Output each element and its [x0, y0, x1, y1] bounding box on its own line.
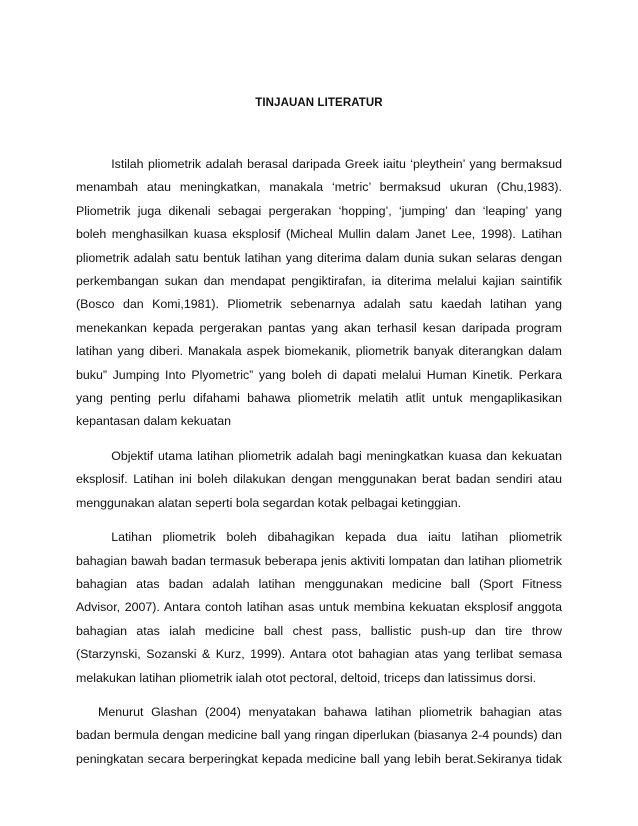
text-line: (Starzynski, Sozanski & Kurz, 1999). Antara otot bahagian atas yang terlibat semasa	[76, 647, 562, 662]
text-line: menambah atau meningkatkan, manakala ‘metric’ bermaksud ukuran (Chu,1983).	[76, 180, 562, 195]
text-line: buku” Jumping Into Plyometric” yang boleh di dapati melalui Human Kinetik. Perkara	[76, 367, 562, 382]
text-line: kepantasan dalam kekuatan	[76, 414, 231, 429]
text-line: latihan yang diberi. Manakala aspek biomekanik, pliometrik banyak diterangkan dalam	[76, 344, 562, 359]
text-line: perkembangan sukan dan mendapat pengiktirafan, ia diterima melalui kajian saintifik	[76, 274, 562, 289]
text-line: badan bermula dengan medicine ball yang ringan diperlukan (biasanya 2-4 pounds) dan	[76, 728, 562, 743]
paragraph-1	[76, 153, 562, 434]
text-line: menekankan kepada pergerakan pantas yang akan terhasil kesan daripada program	[76, 320, 562, 335]
text-line: Istilah pliometrik adalah berasal daripada Greek iaitu ‘pleythein’ yang bermaksud	[111, 157, 562, 171]
text-line: bahagian atas ialah medicine ball chest pass, ballistic push-up dan tire throw	[76, 623, 562, 638]
text-line: pliometrik adalah satu bentuk latihan yang diterima dalam dunia sukan selaras dengan	[76, 250, 562, 265]
text-line: peningkatan secara berperingkat kepada medicine ball yang lebih berat.Sekiranya tidak	[76, 751, 562, 766]
text-line: melakukan latihan pliometrik ialah otot pectoral, deltoid, triceps dan latissimus dorsi.	[76, 670, 537, 685]
document-body	[76, 153, 562, 771]
text-line: Advisor, 2007). Antara contoh latihan asas untuk membina kekuatan eksplosif anggota	[76, 600, 562, 615]
paragraph-gap	[76, 434, 562, 445]
text-line: (Bosco dan Komi,1981). Pliometrik sebenarnya adalah satu kaedah latihan yang	[76, 297, 562, 312]
text-line: bahagian atas badan adalah latihan menggunakan medicine ball (Sport Fitness	[76, 576, 562, 591]
paragraph-2	[76, 445, 562, 515]
text-line: Pliometrik juga dikenali sebagai pergerakan ‘hopping’, ‘jumping’ dan ‘leaping’ yang	[76, 203, 562, 218]
text-line: boleh menghasilkan kuasa eksplosif (Micheal Mullin dalam Janet Lee, 1998). Latihan	[76, 227, 562, 242]
paragraph-gap	[76, 515, 562, 526]
text-line: bahagian bawah badan termasuk beberapa jenis aktiviti lompatan dan latihan pliometrik	[76, 553, 562, 568]
paragraph-3	[76, 526, 562, 690]
text-line: Latihan pliometrik boleh dibahagikan kepada dua iaitu latihan pliometrik	[111, 530, 562, 545]
text-line: menggunakan alatan seperti bola segardan kotak pelbagai ketinggian.	[76, 495, 462, 510]
text-line: eksplosif. Latihan ini boleh dilakukan dengan menggunakan berat badan sendiri atau	[76, 472, 562, 487]
text-line: Objektif utama latihan pliometrik adalah bagi meningkatkan kuasa dan kekuatan	[111, 448, 562, 463]
text-line: Menurut Glashan (2004) menyatakan bahawa latihan pliometrik bahagian atas	[98, 704, 562, 719]
paragraph-4	[76, 701, 562, 771]
paragraph-gap	[76, 690, 562, 701]
page-title: TINJAUAN LITERATUR	[255, 97, 383, 109]
text-line: yang penting perlu difahami bahawa pliometrik melatih atlit untuk mengaplikasikan	[76, 391, 562, 406]
